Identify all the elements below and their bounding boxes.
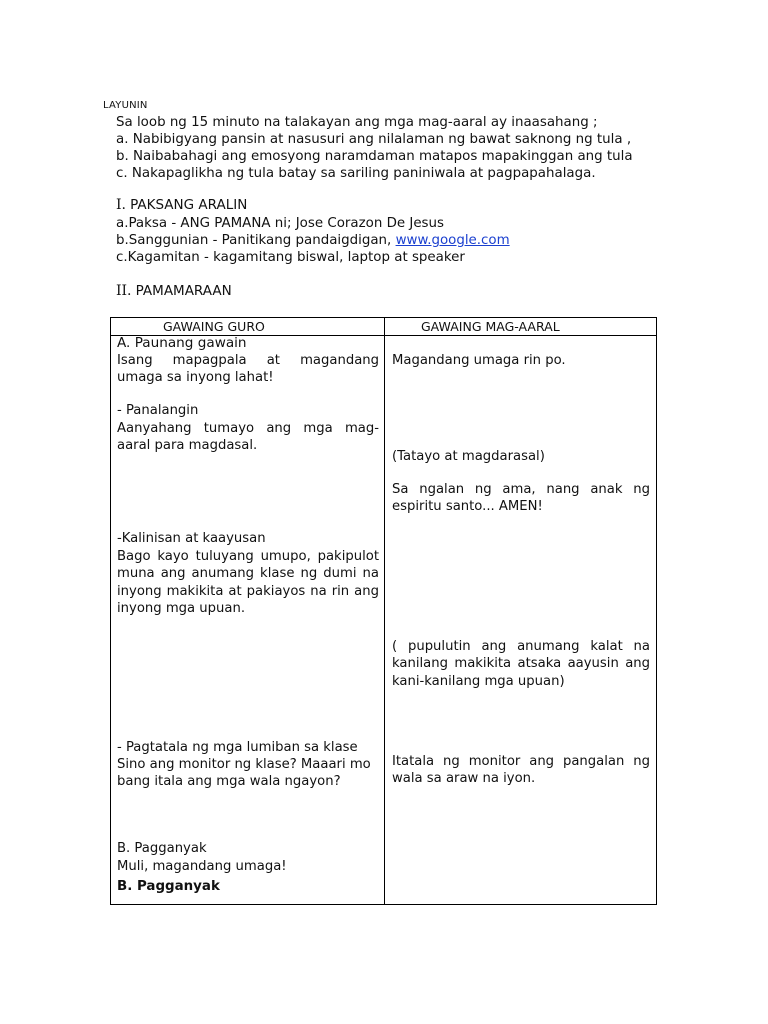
magaaral-bati: Magandang umaga rin po. xyxy=(392,353,566,368)
layunin-label: LAYUNIN xyxy=(103,100,148,111)
sanggunian-text: b.Sanggunian - Panitikang pandaigdigan, xyxy=(116,233,396,248)
guro-pagtatala: - Pagtatala ng mga lumiban sa klase xyxy=(117,740,358,755)
layunin-item-c: c. Nakapaglikha ng tula batay sa sariling paniniwala at pagpapahalaga. xyxy=(116,166,596,181)
layunin-intro: Sa loob ng 15 minuto na talakayan ang mga mag-aaral ay inaasahang ; xyxy=(116,115,598,130)
magaaral-tatayo: (Tatayo at magdarasal) xyxy=(392,449,545,464)
guro-bati: Isang mapagpala at magandang umaga sa inyong lahat! xyxy=(117,353,379,386)
pamamaraan-title: PAMAMARAAN xyxy=(135,283,232,299)
kagamitan-line: c.Kagamitan - kagamitang biswal, laptop at speaker xyxy=(116,250,465,265)
guro-paunang-gawain: A. Paunang gawain xyxy=(117,335,247,351)
layunin-item-b: b. Naibabahagi ang emosyong naramdaman matapos mapakinggan ang tula xyxy=(116,149,633,164)
header-gawaing-mag-aaral: GAWAING MAG-AARAL xyxy=(421,319,560,334)
pamamaraan-heading xyxy=(116,283,232,300)
layunin-item-a: a. Nabibigyang pansin at nasusuri ang nilalaman ng bawat saknong ng tula , xyxy=(116,132,632,147)
sanggunian-line xyxy=(116,232,510,249)
magaaral-pupulutin: ( pupulutin ang anumang kalat na kanilang makikita atsaka aayusin ang kani-kanilang mga upuan) xyxy=(392,639,650,689)
google-link[interactable]: www.google.com xyxy=(395,233,510,248)
table-column-divider xyxy=(384,318,385,904)
guro-pagganyak-text: Muli, magandang umaga! xyxy=(117,859,287,874)
guro-panalangin: - Panalangin xyxy=(117,403,199,418)
paksang-aralin-number: I. xyxy=(116,197,126,213)
guro-panalangin-text: Aanyahang tumayo ang mga mag-aaral para magdasal. xyxy=(117,421,379,454)
magaaral-itatala: Itatala ng monitor ang pangalan ng wala sa araw na iyon. xyxy=(392,754,650,787)
guro-pagganyak-bold: B. Pagganyak xyxy=(117,879,220,894)
paksang-aralin-heading xyxy=(116,197,247,214)
guro-kalinisan: -Kalinisan at kaayusan xyxy=(117,531,266,546)
paksang-aralin-title: PAKSANG ARALIN xyxy=(130,197,248,213)
guro-pagganyak: B. Pagganyak xyxy=(117,841,207,856)
paksa-line: a.Paksa - ANG PAMANA ni; Jose Corazon De Jesus xyxy=(116,216,444,231)
header-gawaing-guro: GAWAING GURO xyxy=(163,319,265,334)
guro-kalinisan-text: Bago kayo tuluyang umupo, pakipulot muna ang anumang klase ng dumi na inyong makikita at pakiayos na rin ang inyong mga upuan. xyxy=(117,549,379,617)
gawain-table xyxy=(110,317,657,905)
guro-pagtatala-text: Sino ang monitor ng klase? Maaari mo bang itala ang mga wala ngayon? xyxy=(117,757,371,790)
pamamaraan-number: II. xyxy=(116,283,132,299)
magaaral-dasal: Sa ngalan ng ama, nang anak ng espiritu santo... AMEN! xyxy=(392,482,650,515)
